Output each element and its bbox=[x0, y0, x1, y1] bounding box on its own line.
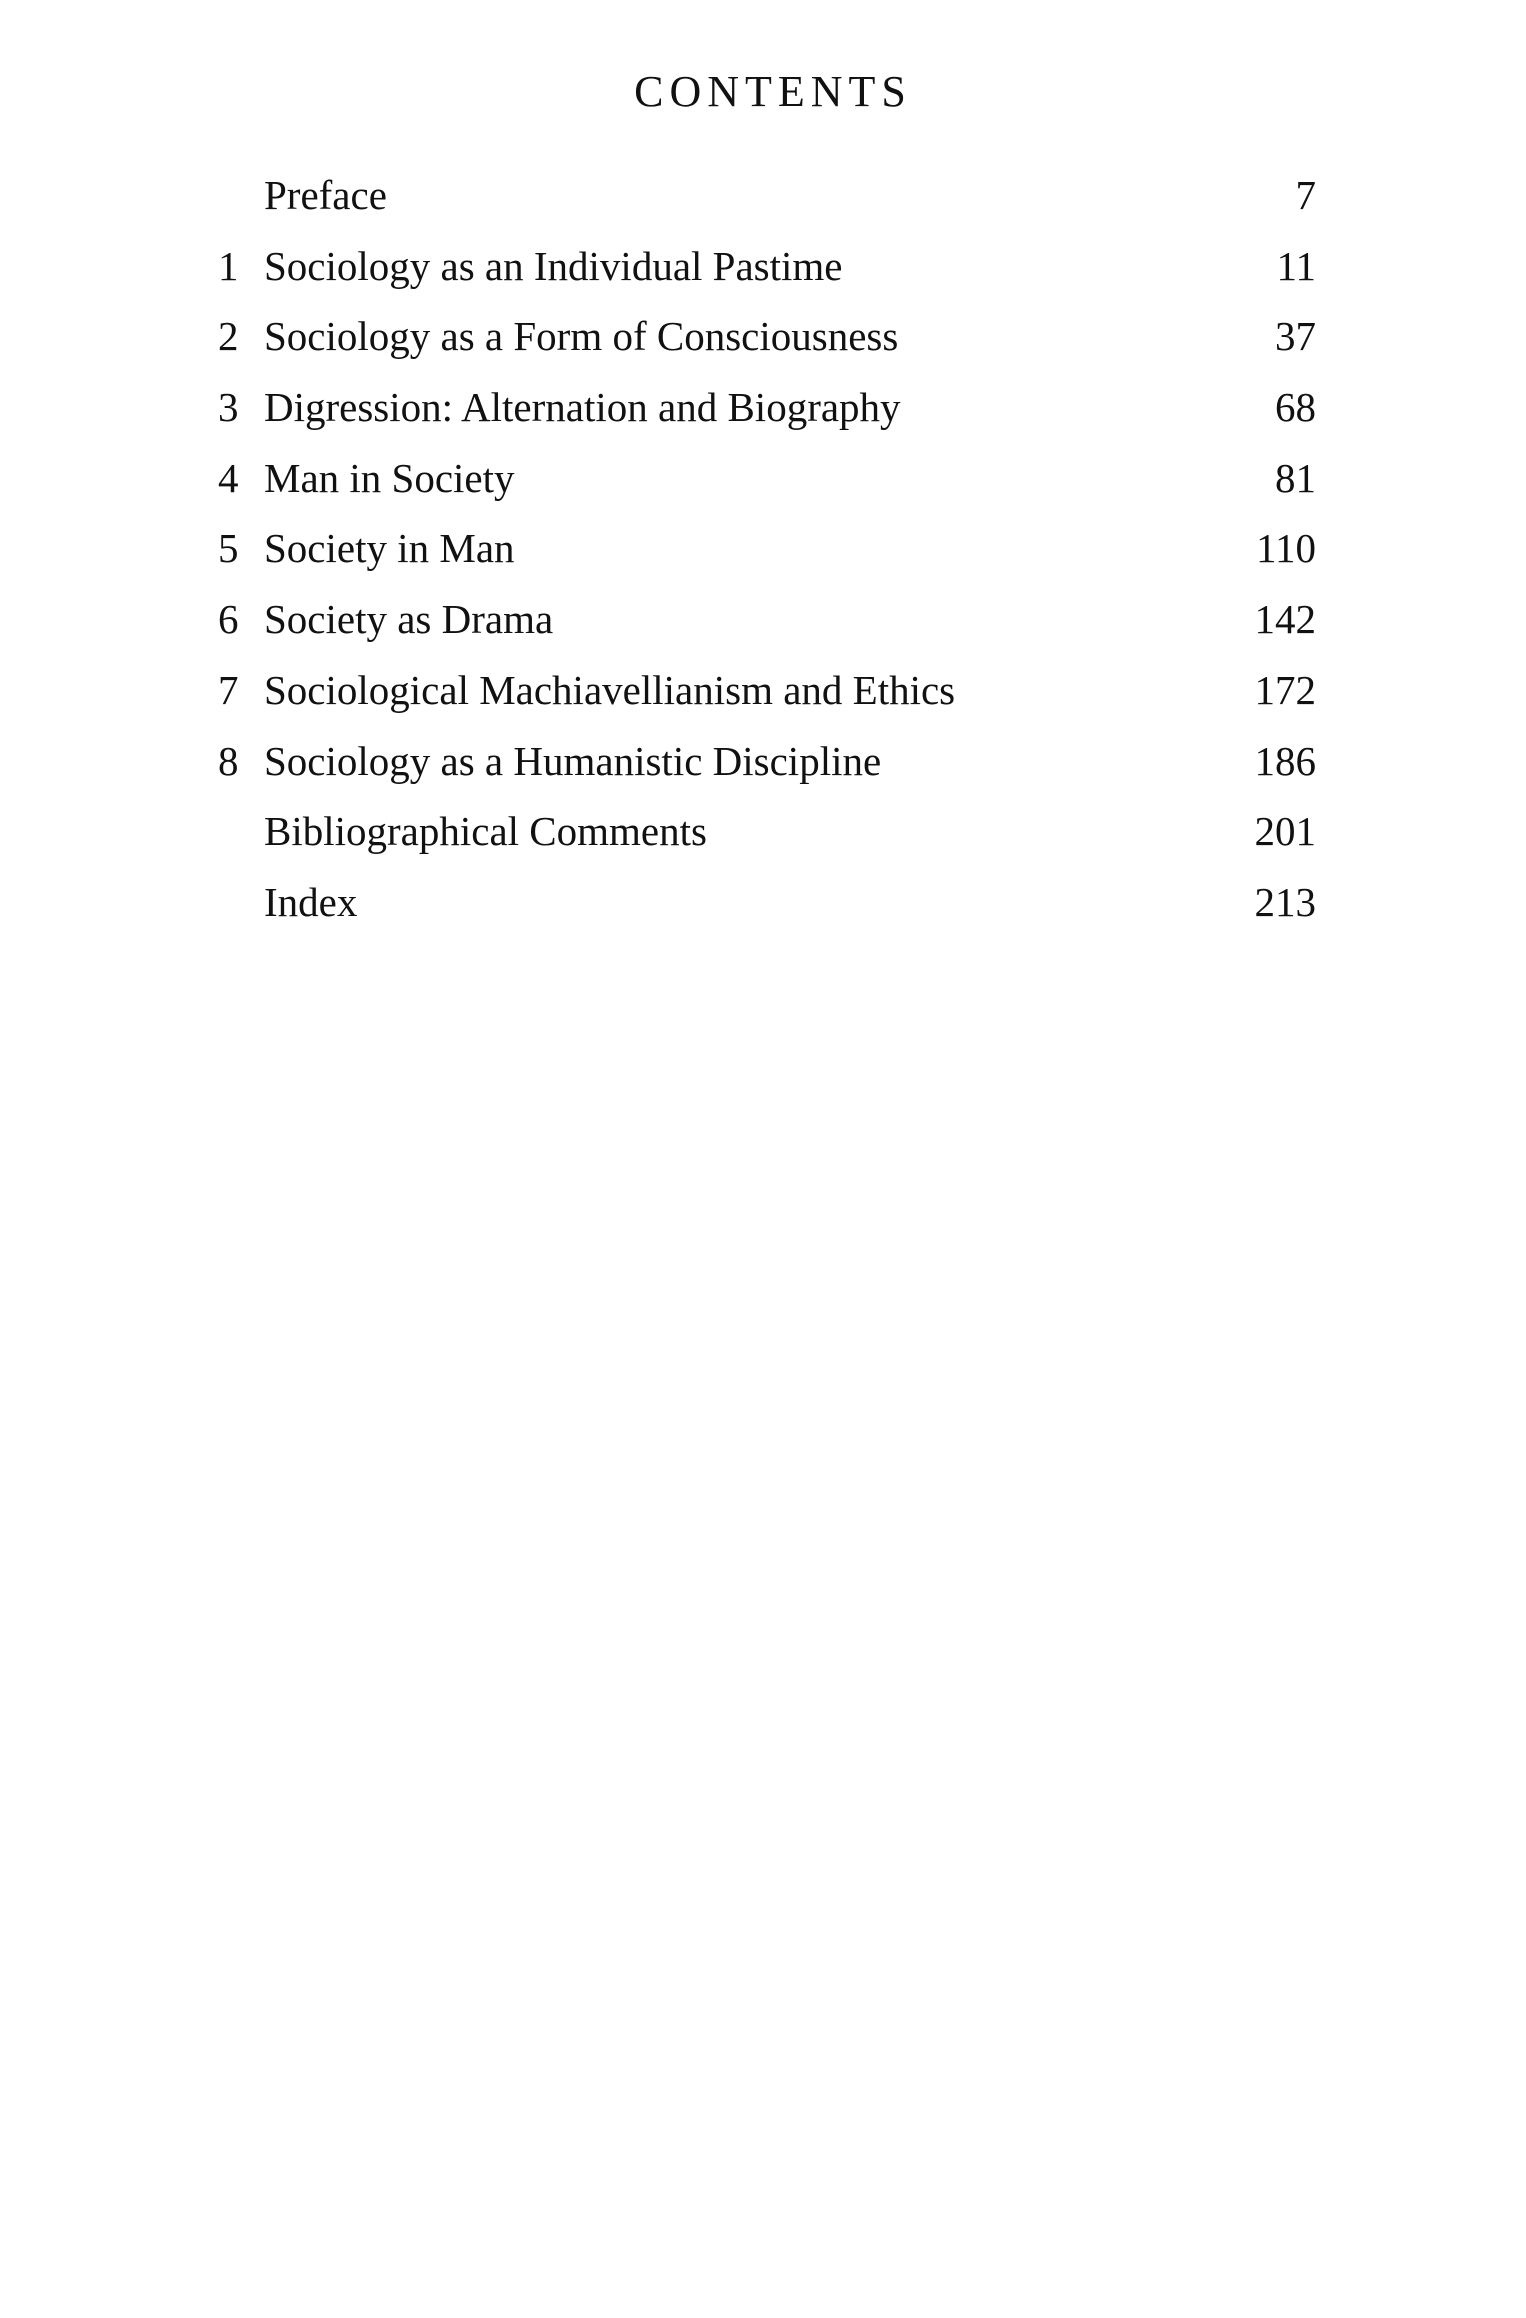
toc-entry-chapter-4 bbox=[0, 443, 1526, 514]
toc-entry-chapter-3 bbox=[0, 372, 1526, 443]
toc-page-number: 68 bbox=[1275, 384, 1316, 431]
toc-chapter-number: 1 bbox=[218, 242, 239, 289]
toc-entry-index bbox=[0, 867, 1526, 938]
toc-chapter-number: 2 bbox=[218, 313, 239, 360]
toc-entry-chapter-1 bbox=[0, 231, 1526, 302]
toc-entry-chapter-8 bbox=[0, 726, 1526, 797]
toc-entry-title: Bibliographical Comments bbox=[264, 808, 707, 855]
toc-entry-preface bbox=[0, 160, 1526, 231]
toc-chapter-number: 6 bbox=[218, 596, 239, 643]
toc-entry-title: Society in Man bbox=[264, 525, 515, 572]
toc-page-number: 7 bbox=[1295, 172, 1316, 218]
page-title: CONTENTS bbox=[634, 67, 912, 116]
toc-entry-title: Sociological Machiavellianism and Ethics bbox=[264, 666, 956, 713]
toc-entry-title: Index bbox=[264, 878, 358, 925]
toc-entry-title: Sociology as a Humanistic Discipline bbox=[264, 737, 882, 784]
toc-entry-title: Preface bbox=[264, 172, 387, 218]
toc-chapter-number: 5 bbox=[218, 525, 239, 572]
toc-page-number: 213 bbox=[1254, 878, 1316, 925]
toc-entry-title: Society as Drama bbox=[264, 596, 554, 643]
toc-page-number: 37 bbox=[1275, 313, 1316, 360]
toc-entry-chapter-2 bbox=[0, 301, 1526, 372]
toc-entry-title: Sociology as a Form of Consciousness bbox=[264, 313, 899, 360]
toc-entry-chapter-7 bbox=[0, 655, 1526, 726]
toc-page-number: 11 bbox=[1276, 242, 1316, 289]
toc-page-number: 110 bbox=[1256, 525, 1316, 572]
toc-page-number: 172 bbox=[1254, 666, 1316, 713]
table-of-contents bbox=[0, 160, 1526, 938]
toc-entry-title: Digression: Alternation and Biography bbox=[264, 384, 901, 431]
toc-entry-title: Sociology as an Individual Pastime bbox=[264, 242, 843, 289]
toc-entry-title: Man in Society bbox=[264, 454, 515, 501]
toc-page-number: 142 bbox=[1254, 596, 1316, 643]
toc-entry-bibliography bbox=[0, 796, 1526, 867]
toc-chapter-number: 3 bbox=[218, 384, 239, 431]
toc-entry-chapter-6 bbox=[0, 584, 1526, 655]
toc-page-number: 201 bbox=[1254, 808, 1316, 855]
toc-page-number: 81 bbox=[1275, 454, 1316, 501]
toc-chapter-number: 4 bbox=[218, 454, 239, 501]
toc-entry-chapter-5 bbox=[0, 513, 1526, 584]
toc-chapter-number: 8 bbox=[218, 737, 239, 784]
toc-page-number: 186 bbox=[1254, 737, 1316, 784]
toc-chapter-number: 7 bbox=[218, 666, 239, 713]
